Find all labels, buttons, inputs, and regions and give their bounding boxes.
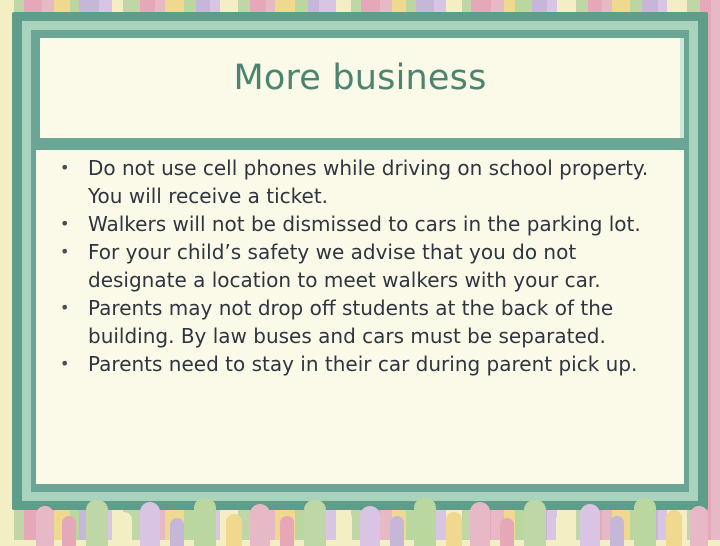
bullet-item xyxy=(60,294,680,350)
decorative-post xyxy=(280,516,294,546)
bullet-item xyxy=(60,238,680,294)
decorative-post xyxy=(524,500,546,546)
decorative-post xyxy=(170,518,184,546)
bullet-item xyxy=(60,154,680,210)
decorative-post xyxy=(36,506,54,546)
bullet-text: Do not use cell phones while driving on school property. You will receive a ticket. xyxy=(88,156,649,208)
decorative-post xyxy=(634,498,656,546)
decorative-post xyxy=(86,500,108,546)
decorative-post xyxy=(390,516,404,546)
decorative-posts xyxy=(0,488,720,540)
decorative-post xyxy=(610,516,624,546)
decorative-post xyxy=(62,516,76,546)
background-stripe xyxy=(711,0,720,540)
decorative-post xyxy=(470,502,490,546)
bullet-text: Parents may not drop off students at the back of the building. By law buses and cars must be separated. xyxy=(88,296,614,348)
decorative-post xyxy=(304,500,326,546)
bullet-dot-icon: • xyxy=(60,214,70,233)
slide-title: More business xyxy=(233,58,487,98)
bullet-dot-icon: • xyxy=(60,158,70,177)
bullet-dot-icon: • xyxy=(60,354,70,373)
bullet-item xyxy=(60,350,680,378)
bullet-list xyxy=(60,154,680,378)
decorative-post xyxy=(414,498,436,546)
decorative-post xyxy=(500,518,514,546)
bullet-text: Walkers will not be dismissed to cars in the parking lot. xyxy=(88,212,641,236)
decorative-post xyxy=(194,498,216,546)
bullet-dot-icon: • xyxy=(60,298,70,317)
decorative-post xyxy=(226,514,242,546)
decorative-post xyxy=(360,506,380,546)
decorative-post xyxy=(336,510,352,546)
bullet-dot-icon: • xyxy=(60,242,70,261)
bullet-item xyxy=(60,210,680,238)
decorative-post xyxy=(556,512,572,546)
decorative-post xyxy=(140,502,160,546)
bullet-text: Parents need to stay in their car during parent pick up. xyxy=(88,352,638,376)
decorative-post xyxy=(690,506,708,546)
bullet-text: For your child’s safety we advise that you do not designate a location to meet walkers with your car. xyxy=(88,240,601,292)
decorative-post xyxy=(446,512,462,546)
decorative-post xyxy=(116,512,132,546)
decorative-post xyxy=(666,510,682,546)
